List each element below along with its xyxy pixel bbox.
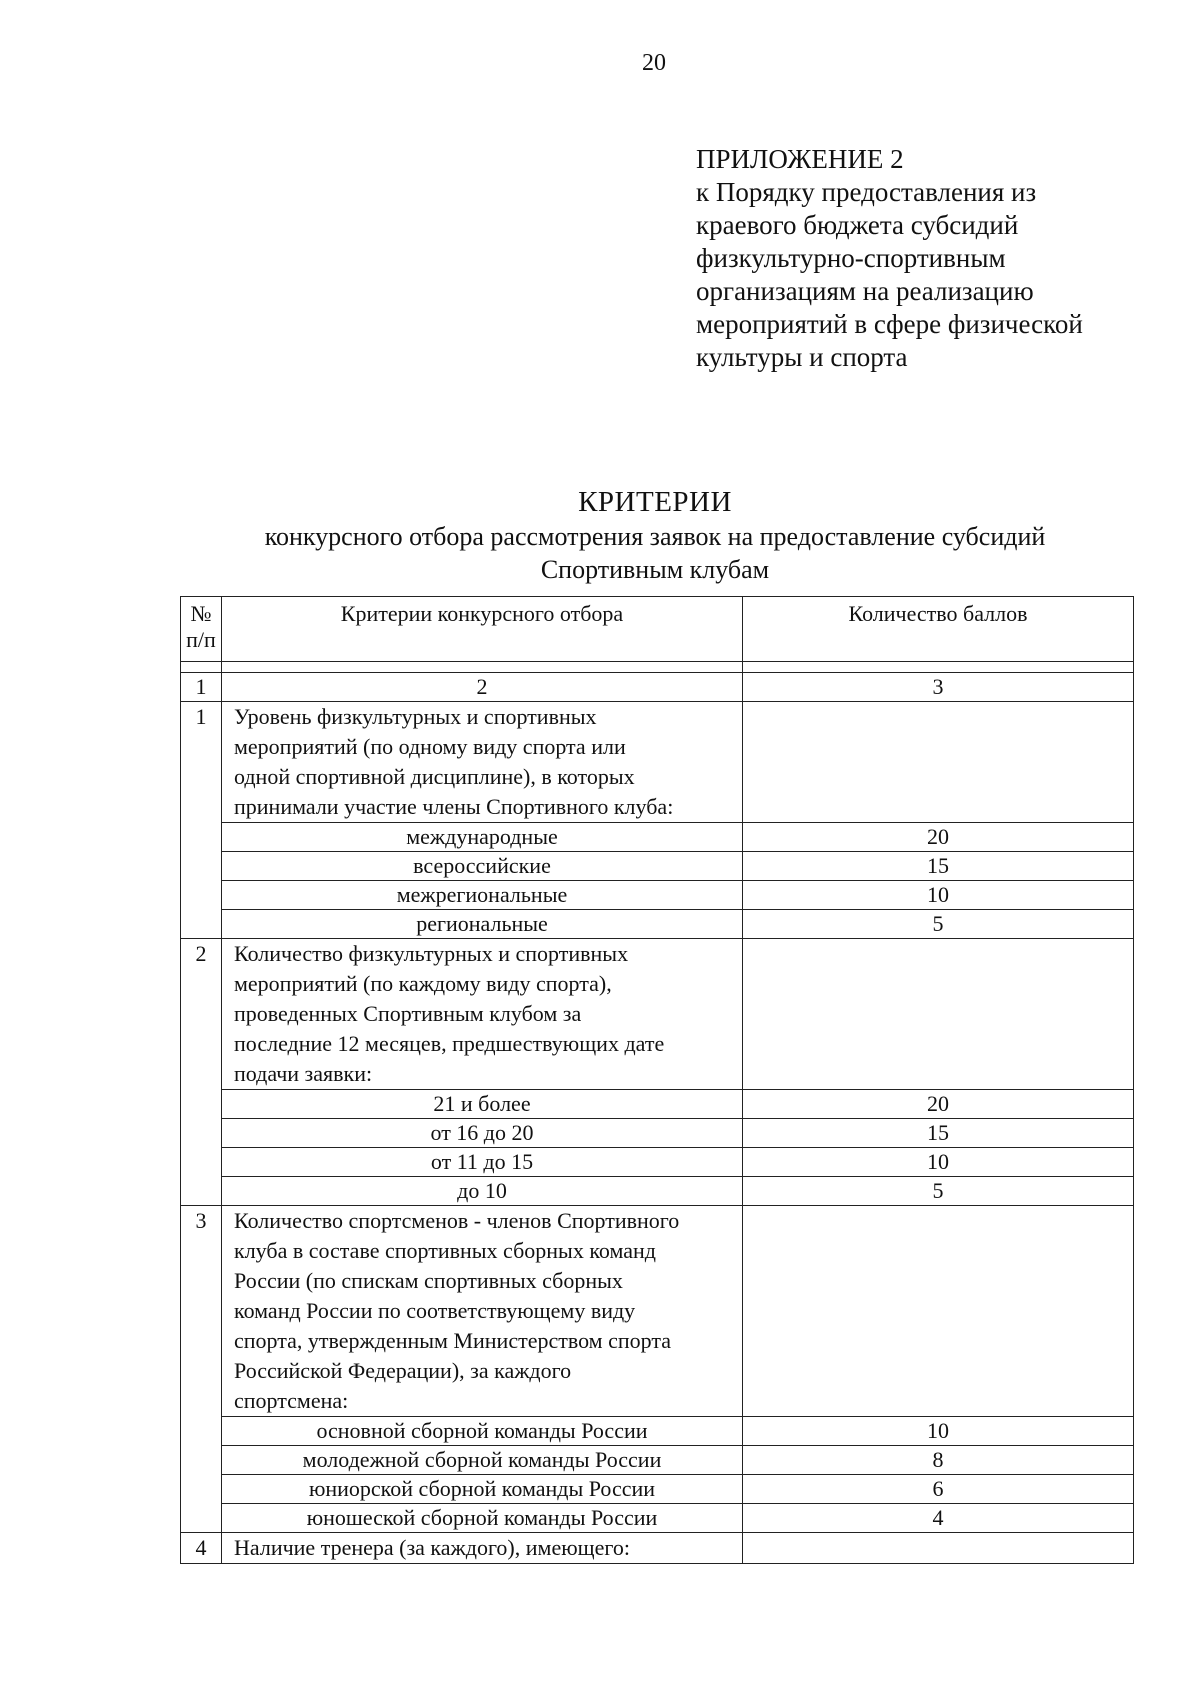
section-score-empty [743,1533,1134,1564]
option-score: 10 [743,1417,1134,1446]
appendix-line: мероприятий в сфере физической [696,309,1083,339]
option-score: 8 [743,1446,1134,1475]
criteria-option-row [181,910,1134,939]
gap-cell [743,662,1134,673]
section-score-empty [743,939,1134,1090]
appendix-line: организациям на реализацию [696,276,1034,306]
criterion-line: последние 12 месяцев, предшествующих дате [234,1031,665,1056]
option-label: межрегиональные [222,881,743,910]
option-score: 6 [743,1475,1134,1504]
criteria-section-row [181,1533,1134,1564]
header-criteria: Критерии конкурсного отбора [222,597,743,662]
criterion-line: Российской Федерации), за каждого [234,1358,572,1383]
section-number: 2 [181,939,222,1206]
option-label: юношеской сборной команды России [222,1504,743,1533]
header-score: Количество баллов [743,597,1134,662]
criteria-option-row [181,1090,1134,1119]
criteria-option-row [181,1119,1134,1148]
criteria-option-row [181,1475,1134,1504]
gap-cell [222,662,743,673]
criterion-line: мероприятий (по каждому виду спорта), [234,971,612,996]
criterion-line: клуба в составе спортивных сборных команд [234,1238,656,1263]
index-cell: 2 [222,673,743,702]
option-score: 20 [743,823,1134,852]
heading-subtitle: конкурсного отбора рассмотрения заявок на предоставление субсидий [264,522,1046,551]
section-number: 1 [181,702,222,939]
option-label: от 11 до 15 [222,1148,743,1177]
option-score: 4 [743,1504,1134,1533]
criteria-option-row [181,1446,1134,1475]
criterion-line: Количество физкультурных и спортивных [234,941,629,966]
criteria-section-row [181,702,1134,823]
section-criterion [222,702,743,823]
header-num-line: п/п [186,627,216,652]
appendix-title: ПРИЛОЖЕНИЕ 2 [696,144,904,174]
option-score: 5 [743,910,1134,939]
option-label: региональные [222,910,743,939]
section-criterion [222,939,743,1090]
section-score-empty [743,702,1134,823]
section-number: 3 [181,1206,222,1533]
heading-title: КРИТЕРИИ [578,486,732,518]
criterion-line: мероприятий (по одному виду спорта или [234,734,626,759]
option-label: молодежной сборной команды России [222,1446,743,1475]
column-index-row [181,673,1134,702]
option-score: 5 [743,1177,1134,1206]
index-cell: 3 [743,673,1134,702]
criteria-option-row [181,1504,1134,1533]
option-label: от 16 до 20 [222,1119,743,1148]
option-score: 10 [743,1148,1134,1177]
appendix-line: физкультурно-спортивным [696,243,1006,273]
header-num-line: № [190,601,212,626]
section-criterion [222,1206,743,1417]
option-score: 20 [743,1090,1134,1119]
criterion-line: подачи заявки: [234,1061,373,1086]
option-label: международные [222,823,743,852]
criterion-line: команд России по соответствующему виду [234,1298,636,1323]
criterion-line: России (по спискам спортивных сборных [234,1268,623,1293]
criteria-section-row [181,1206,1134,1417]
header-gap [181,662,1134,673]
option-score: 15 [743,1119,1134,1148]
criterion-line: Наличие тренера (за каждого), имеющего: [234,1535,630,1560]
appendix-line: культуры и спорта [696,342,908,372]
section-number: 4 [181,1533,222,1564]
criterion-line: спорта, утвержденным Министерством спорта [234,1328,671,1353]
criterion-line: Уровень физкультурных и спортивных [234,704,597,729]
criteria-option-row [181,852,1134,881]
criteria-option-row [181,1177,1134,1206]
criteria-table [180,596,1134,1564]
criterion-line: проведенных Спортивным клубом за [234,1001,582,1026]
table-header-row [181,597,1134,662]
criterion-line: спортсмена: [234,1388,349,1413]
criteria-option-row [181,1148,1134,1177]
section-score-empty [743,1206,1134,1417]
criterion-line: одной спортивной дисциплине), в которых [234,764,635,789]
section-criterion [222,1533,743,1564]
option-label: 21 и более [222,1090,743,1119]
option-label: основной сборной команды России [222,1417,743,1446]
criteria-section-row [181,939,1134,1090]
appendix-block [696,143,1176,374]
option-label: до 10 [222,1177,743,1206]
index-cell: 1 [181,673,222,702]
header-num [181,597,222,662]
criterion-line: Количество спортсменов - членов Спортивного [234,1208,680,1233]
option-label: всероссийские [222,852,743,881]
option-score: 10 [743,881,1134,910]
heading-subtitle: Спортивным клубам [540,555,770,584]
criteria-option-row [181,881,1134,910]
option-label: юниорской сборной команды России [222,1475,743,1504]
criterion-line: принимали участие члены Спортивного клуба: [234,794,674,819]
document-heading [180,484,1130,586]
option-score: 15 [743,852,1134,881]
appendix-line: краевого бюджета субсидий [696,210,1019,240]
criteria-option-row [181,823,1134,852]
gap-cell [181,662,222,673]
appendix-line: к Порядку предоставления из [696,177,1037,207]
page-number: 20 [642,50,666,76]
criteria-option-row [181,1417,1134,1446]
